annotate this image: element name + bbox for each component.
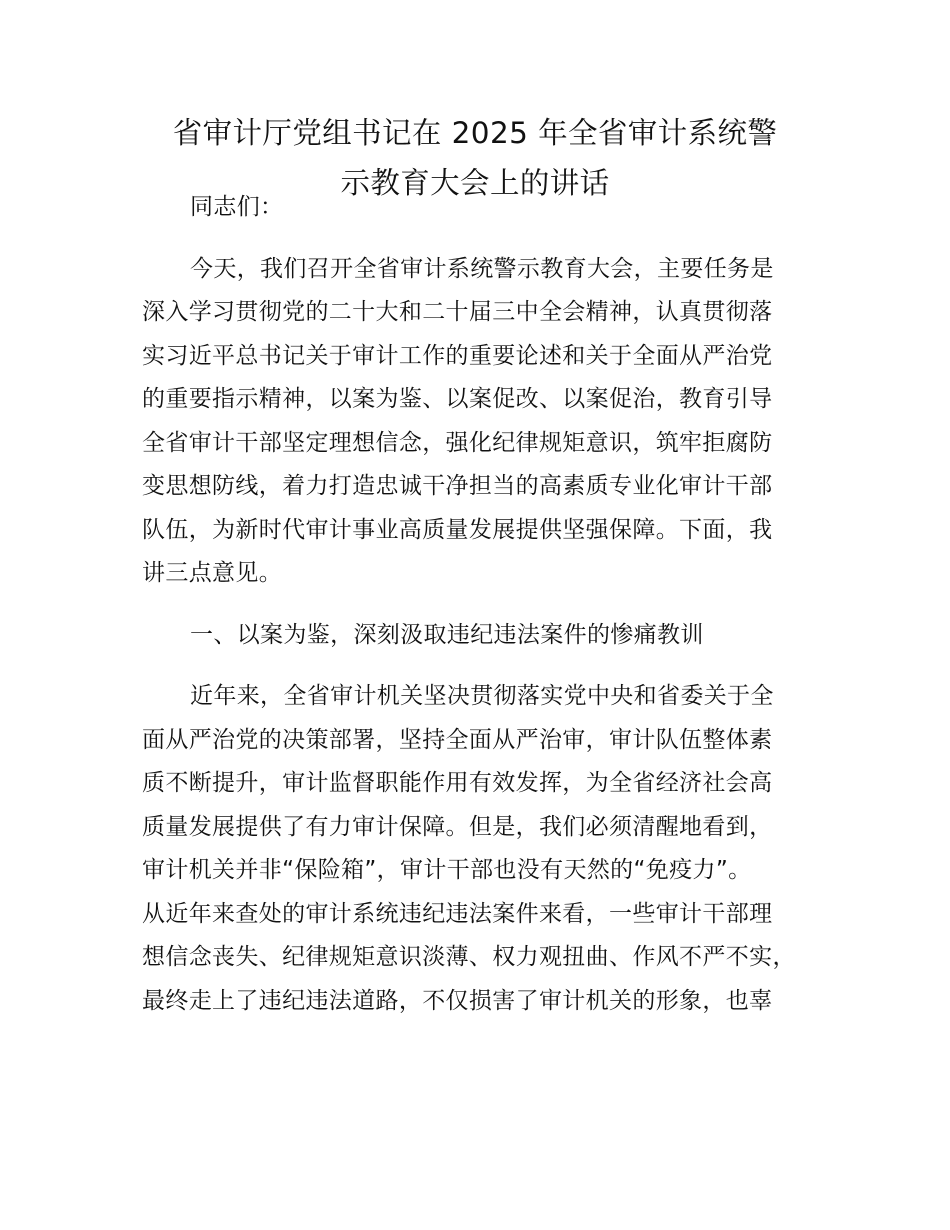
text-line: 讲三点意见。 [142,560,283,586]
title-line: 示教育大会上的讲话 [340,166,610,200]
text-line: 最终走上了违纪违法道路，不仅损害了审计机关的形象，也辜 [142,987,773,1014]
paragraph-intro [142,248,822,596]
text-line: 全省审计干部坚定理想信念，强化纪律规矩意识，筑牢拒腐防 [142,429,773,456]
text-line: 的重要指示精神，以案为鉴、以案促改、以案促治，教育引导 [142,386,773,412]
text-line: 深入学习贯彻党的二十大和二十届三中全会精神，认真贯彻落 [142,299,773,325]
document-body [142,186,822,1023]
text-line: 实习近平总书记关于审计工作的重要论述和关于全面从严治党 [142,342,773,369]
text-line: 质不断提升，审计监督职能作用有效发挥，为全省经济社会高 [142,770,773,796]
text-line: 近年来，全省审计机关坚决贯彻落实党中央和省委关于全 [190,683,774,709]
text-line: 从近年来查处的审计系统违纪违法案件来看，一些审计干部理 [142,900,773,927]
text-line: 质量发展提供了有力审计保障。但是，我们必须清醒地看到， [142,813,773,840]
text-line: 想信念丧失、纪律规矩意识淡薄、权力观扭曲、作风不严不实， [142,944,796,970]
text-line: 审计机关并非“保险箱”，审计干部也没有天然的“免疫力”。 [142,857,752,883]
text-line: 面从严治党的决策部署，坚持全面从严治审，审计队伍整体素 [142,726,773,753]
section-heading: 一、以案为鉴，深刻汲取违纪违法案件的惨痛教训 [190,621,704,648]
text-line: 今天，我们召开全省审计系统警示教育大会，主要任务是 [190,255,774,282]
salutation: 同志们： [190,194,284,220]
text-line: 队伍，为新时代审计事业高质量发展提供坚强保障。下面，我 [142,516,773,543]
title-line: 省审计厅党组书记在 2025 年全省审计系统警 [172,116,778,150]
paragraph-section-one [142,675,822,1023]
text-line: 变思想防线，着力打造忠诚干净担当的高素质专业化审计干部 [142,473,773,499]
